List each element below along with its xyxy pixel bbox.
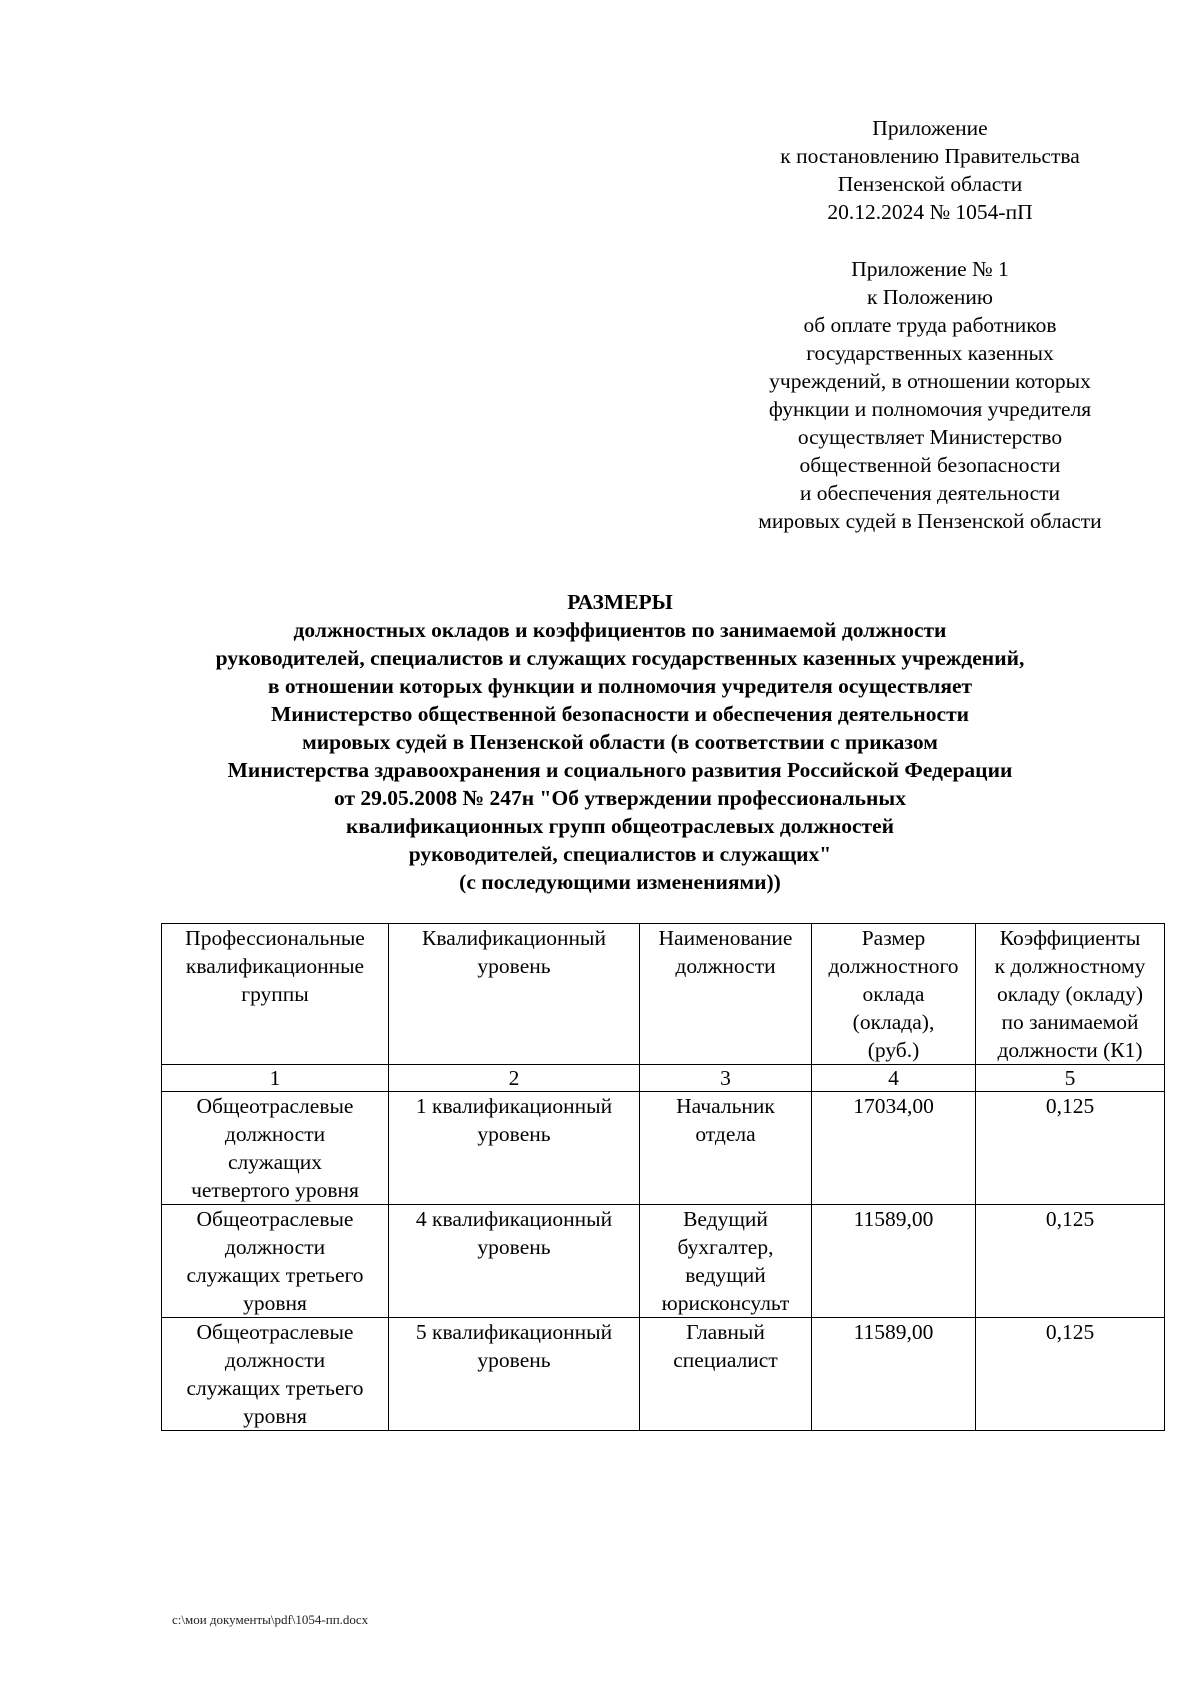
cell-group: Общеотраслевые должности служащих третьего уровня — [162, 1318, 389, 1431]
header-cell-level: Квалификационный уровень — [389, 924, 640, 1065]
cell-group: Общеотраслевые должности служащих третьего уровня — [162, 1205, 389, 1318]
table-row — [162, 1092, 1165, 1205]
column-number: 4 — [812, 1065, 976, 1092]
title-line: руководителей, специалистов и служащих государственных казенных учреждений, — [215, 646, 1025, 670]
cell-position: Начальник отдела — [640, 1092, 812, 1205]
appendix-1-line: об оплате труда работников — [803, 313, 1057, 337]
cell-salary: 17034,00 — [812, 1092, 976, 1205]
cell-coefficient: 0,125 — [976, 1318, 1165, 1431]
table-row — [162, 1318, 1165, 1431]
appendix-1-line: и обеспечения деятельности — [799, 481, 1061, 505]
cell-salary: 11589,00 — [812, 1205, 976, 1318]
appendix-1-line: учреждений, в отношении которых — [769, 369, 1091, 393]
appendix-1-line: к Положению — [867, 285, 993, 309]
title-line: Министерства здравоохранения и социального развития Российской Федерации — [227, 758, 1013, 782]
cell-coefficient: 0,125 — [976, 1205, 1165, 1318]
column-number: 5 — [976, 1065, 1165, 1092]
title-line: квалификационных групп общеотраслевых должностей — [345, 814, 895, 838]
appendix-line: к постановлению Правительства — [780, 144, 1080, 168]
table-row — [162, 1205, 1165, 1318]
appendix-header — [720, 114, 1140, 226]
appendix-1-header — [720, 255, 1140, 535]
cell-position: Ведущий бухгалтер, ведущий юрисконсульт — [640, 1205, 812, 1318]
title-line: Министерство общественной безопасности и обеспечения деятельности — [270, 702, 970, 726]
header-cell-coefficient: Коэффициенты к должностному окладу (окладу) по занимаемой должности (К1) — [976, 924, 1165, 1065]
appendix-1-line: Приложение № 1 — [851, 257, 1009, 281]
title-line: мировых судей в Пензенской области (в соответствии с приказом — [302, 730, 938, 754]
header-cell-group: Профессиональные квалификационные группы — [162, 924, 389, 1065]
table-column-number-row — [162, 1065, 1165, 1092]
header-cell-salary: Размер должностного оклада (оклада), (руб.) — [812, 924, 976, 1065]
cell-level: 1 квалификационный уровень — [389, 1092, 640, 1205]
cell-position: Главный специалист — [640, 1318, 812, 1431]
cell-coefficient: 0,125 — [976, 1092, 1165, 1205]
document-title — [150, 588, 1090, 896]
title-line: от 29.05.2008 № 247н "Об утверждении профессиональных — [334, 786, 906, 810]
cell-level: 4 квалификационный уровень — [389, 1205, 640, 1318]
column-number: 2 — [389, 1065, 640, 1092]
appendix-1-line: общественной безопасности — [799, 453, 1061, 477]
title-line: должностных окладов и коэффициентов по занимаемой должности — [293, 618, 947, 642]
appendix-date-number: 20.12.2024 № 1054-пП — [827, 200, 1033, 224]
title-line: (с последующими изменениями)) — [459, 870, 781, 894]
appendix-1-line: мировых судей в Пензенской области — [758, 509, 1102, 533]
title-line: в отношении которых функции и полномочия учредителя осуществляет — [267, 674, 973, 698]
cell-group: Общеотраслевые должности служащих четвертого уровня — [162, 1092, 389, 1205]
column-number: 3 — [640, 1065, 812, 1092]
appendix-line: Пензенской области — [837, 172, 1023, 196]
column-number: 1 — [162, 1065, 389, 1092]
appendix-1-line: осуществляет Министерство — [797, 425, 1063, 449]
salary-table — [161, 923, 1165, 1431]
table-header-row — [162, 924, 1165, 1065]
cell-level: 5 квалификационный уровень — [389, 1318, 640, 1431]
footer-file-path: c:\мои документы\pdf\1054-пп.docx — [172, 1612, 369, 1627]
appendix-1-line: государственных казенных — [806, 341, 1054, 365]
cell-salary: 11589,00 — [812, 1318, 976, 1431]
title-heading: РАЗМЕРЫ — [567, 590, 673, 614]
appendix-line: Приложение — [872, 116, 988, 140]
appendix-1-line: функции и полномочия учредителя — [768, 397, 1092, 421]
title-line: руководителей, специалистов и служащих" — [408, 842, 832, 866]
header-cell-position: Наименование должности — [640, 924, 812, 1065]
